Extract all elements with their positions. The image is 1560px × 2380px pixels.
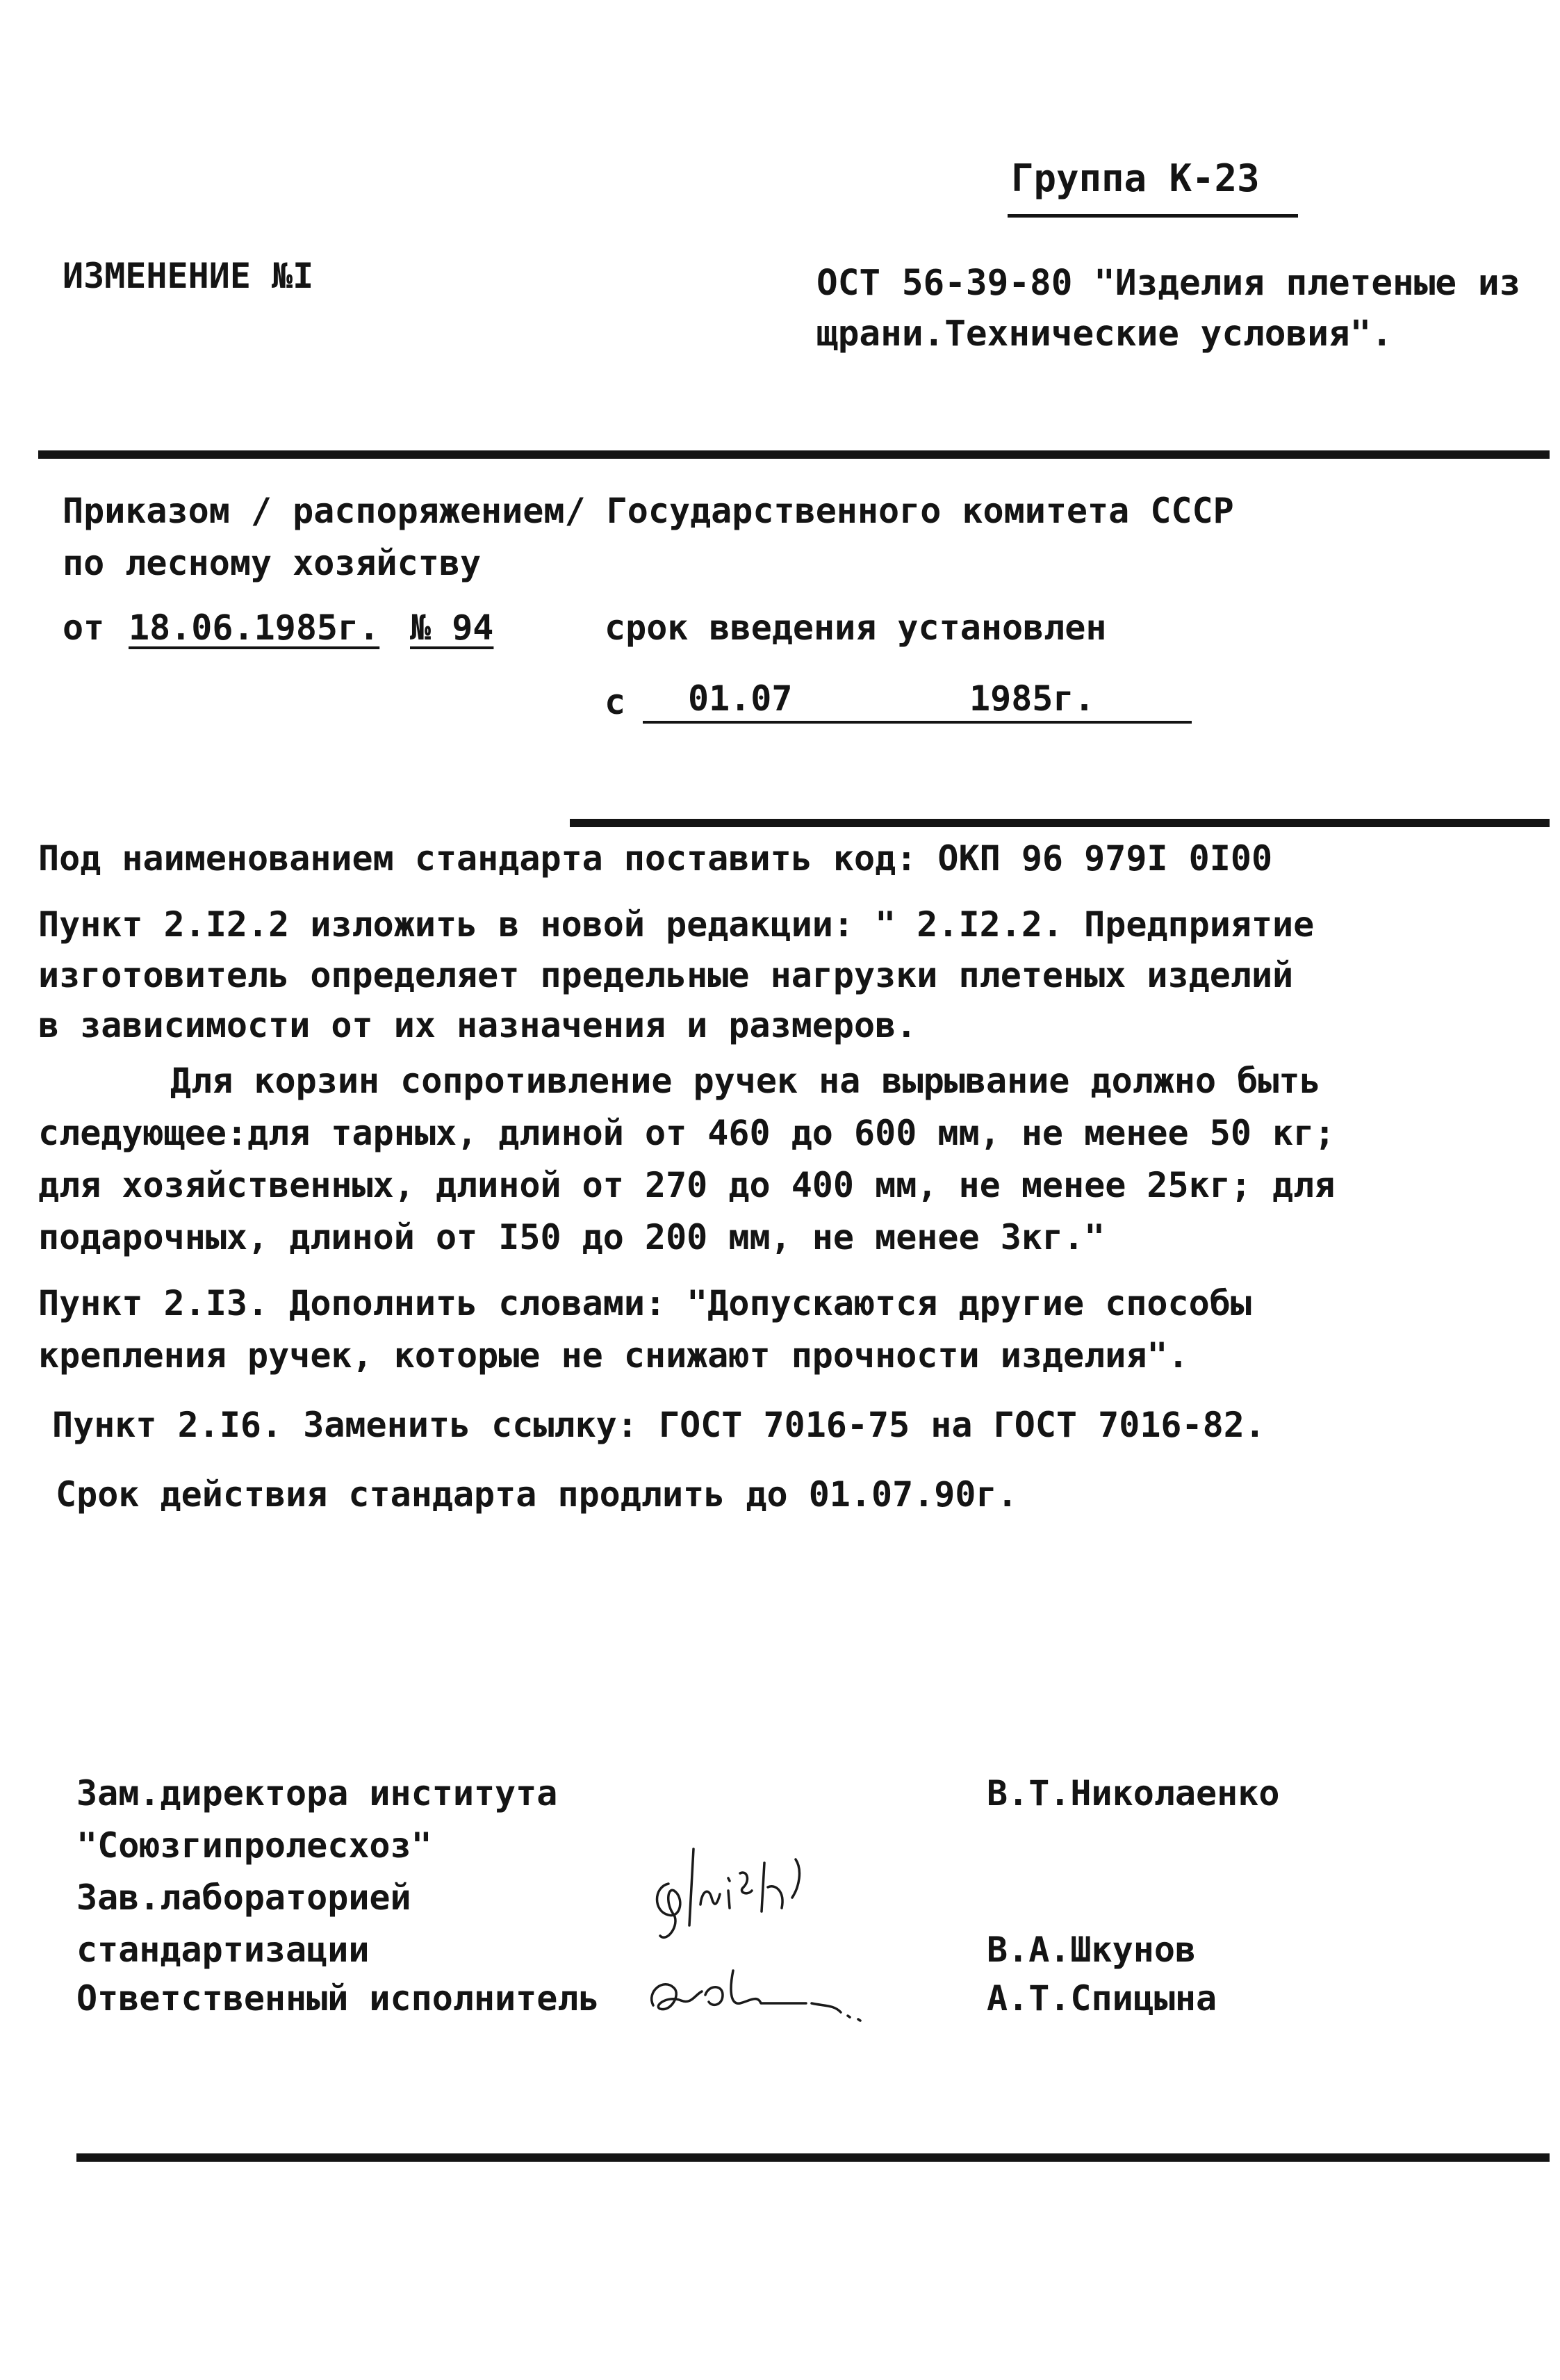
signature-role1-line1: Зам.директора института bbox=[76, 1773, 558, 1813]
item-2-13-line2: крепления ручек, которые не снижают прочности изделия". bbox=[38, 1335, 1189, 1376]
standard-title-line2: щрани.Технические условия". bbox=[816, 313, 1393, 354]
item-2-12-2-line2: изготовитель определяет предельные нагрузки плетеных изделий bbox=[38, 955, 1294, 995]
item-2-12-2-line1: Пункт 2.I2.2 изложить в новой редакции: " 2.I2.2. Предприятие bbox=[38, 904, 1315, 945]
handwritten-signature-graphic bbox=[625, 1821, 917, 2037]
standard-title-line1: ОСТ 56-39-80 "Изделия плетеные из bbox=[816, 263, 1521, 304]
order-line1: Приказом / распоряжением/ Государственного комитета СССР bbox=[63, 491, 1234, 531]
okp-code-paragraph: Под наименованием стандарта поставить код: ОКП 96 979I 0I00 bbox=[38, 838, 1273, 879]
signature-name2: В.А.Шкунов bbox=[987, 1930, 1197, 1970]
term-year: 1985г. bbox=[969, 678, 1095, 719]
handles-paragraph-line2: следующее:для тарных, длиной от 460 до 600 мм, не менее 50 кг; bbox=[38, 1113, 1336, 1153]
group-underline bbox=[1008, 214, 1298, 218]
term-text: срок введения установлен bbox=[605, 608, 1107, 648]
item-2-12-2-line3: в зависимости от их назначения и размеров. bbox=[38, 1005, 917, 1045]
signature-role1-line2: "Союзгипролесхоз" bbox=[76, 1825, 432, 1866]
order-date: 18.06.1985г. bbox=[129, 608, 380, 648]
signature-name1: В.Т.Николаенко bbox=[987, 1773, 1280, 1813]
group-label: Группа К-23 bbox=[1011, 156, 1260, 200]
handles-paragraph-line3: для хозяйственных, длиной от 270 до 400 мм, не менее 25кг; для bbox=[38, 1165, 1336, 1205]
signature-name3: А.Т.Спицына bbox=[987, 1978, 1217, 2019]
handles-paragraph-line4: подарочных, длиной от I50 до 200 мм, не менее 3кг." bbox=[38, 1217, 1106, 1257]
item-2-13-line1: Пункт 2.I3. Дополнить словами: "Допускаются другие способы bbox=[38, 1283, 1251, 1323]
order-number: № 94 bbox=[410, 608, 494, 648]
signature-role2-line1: Зав.лабораторией bbox=[76, 1877, 411, 1918]
item-2-16-paragraph: Пункт 2.I6. Заменить ссылку: ГОСТ 7016-75 на ГОСТ 7016-82. bbox=[52, 1405, 1265, 1445]
term-day-month: 01.07 bbox=[688, 678, 793, 719]
header-divider bbox=[38, 450, 1550, 459]
term-underline bbox=[643, 721, 1192, 724]
order-divider bbox=[570, 819, 1550, 827]
change-label: ИЗМЕНЕНИЕ №I bbox=[63, 256, 314, 296]
term-prefix: с bbox=[605, 682, 626, 722]
signature-role3: Ответственный исполнитель bbox=[76, 1978, 600, 2019]
handles-paragraph-line1: Для корзин сопротивление ручек на вырывание должно быть bbox=[170, 1061, 1321, 1101]
order-line2: по лесному хозяйству bbox=[63, 543, 482, 583]
signature-role2-line2: стандартизации bbox=[76, 1930, 370, 1970]
validity-extension-paragraph: Срок действия стандарта продлить до 01.07.90г. bbox=[56, 1474, 1018, 1515]
order-from-prefix: от bbox=[63, 608, 105, 648]
footer-divider bbox=[76, 2153, 1550, 2162]
